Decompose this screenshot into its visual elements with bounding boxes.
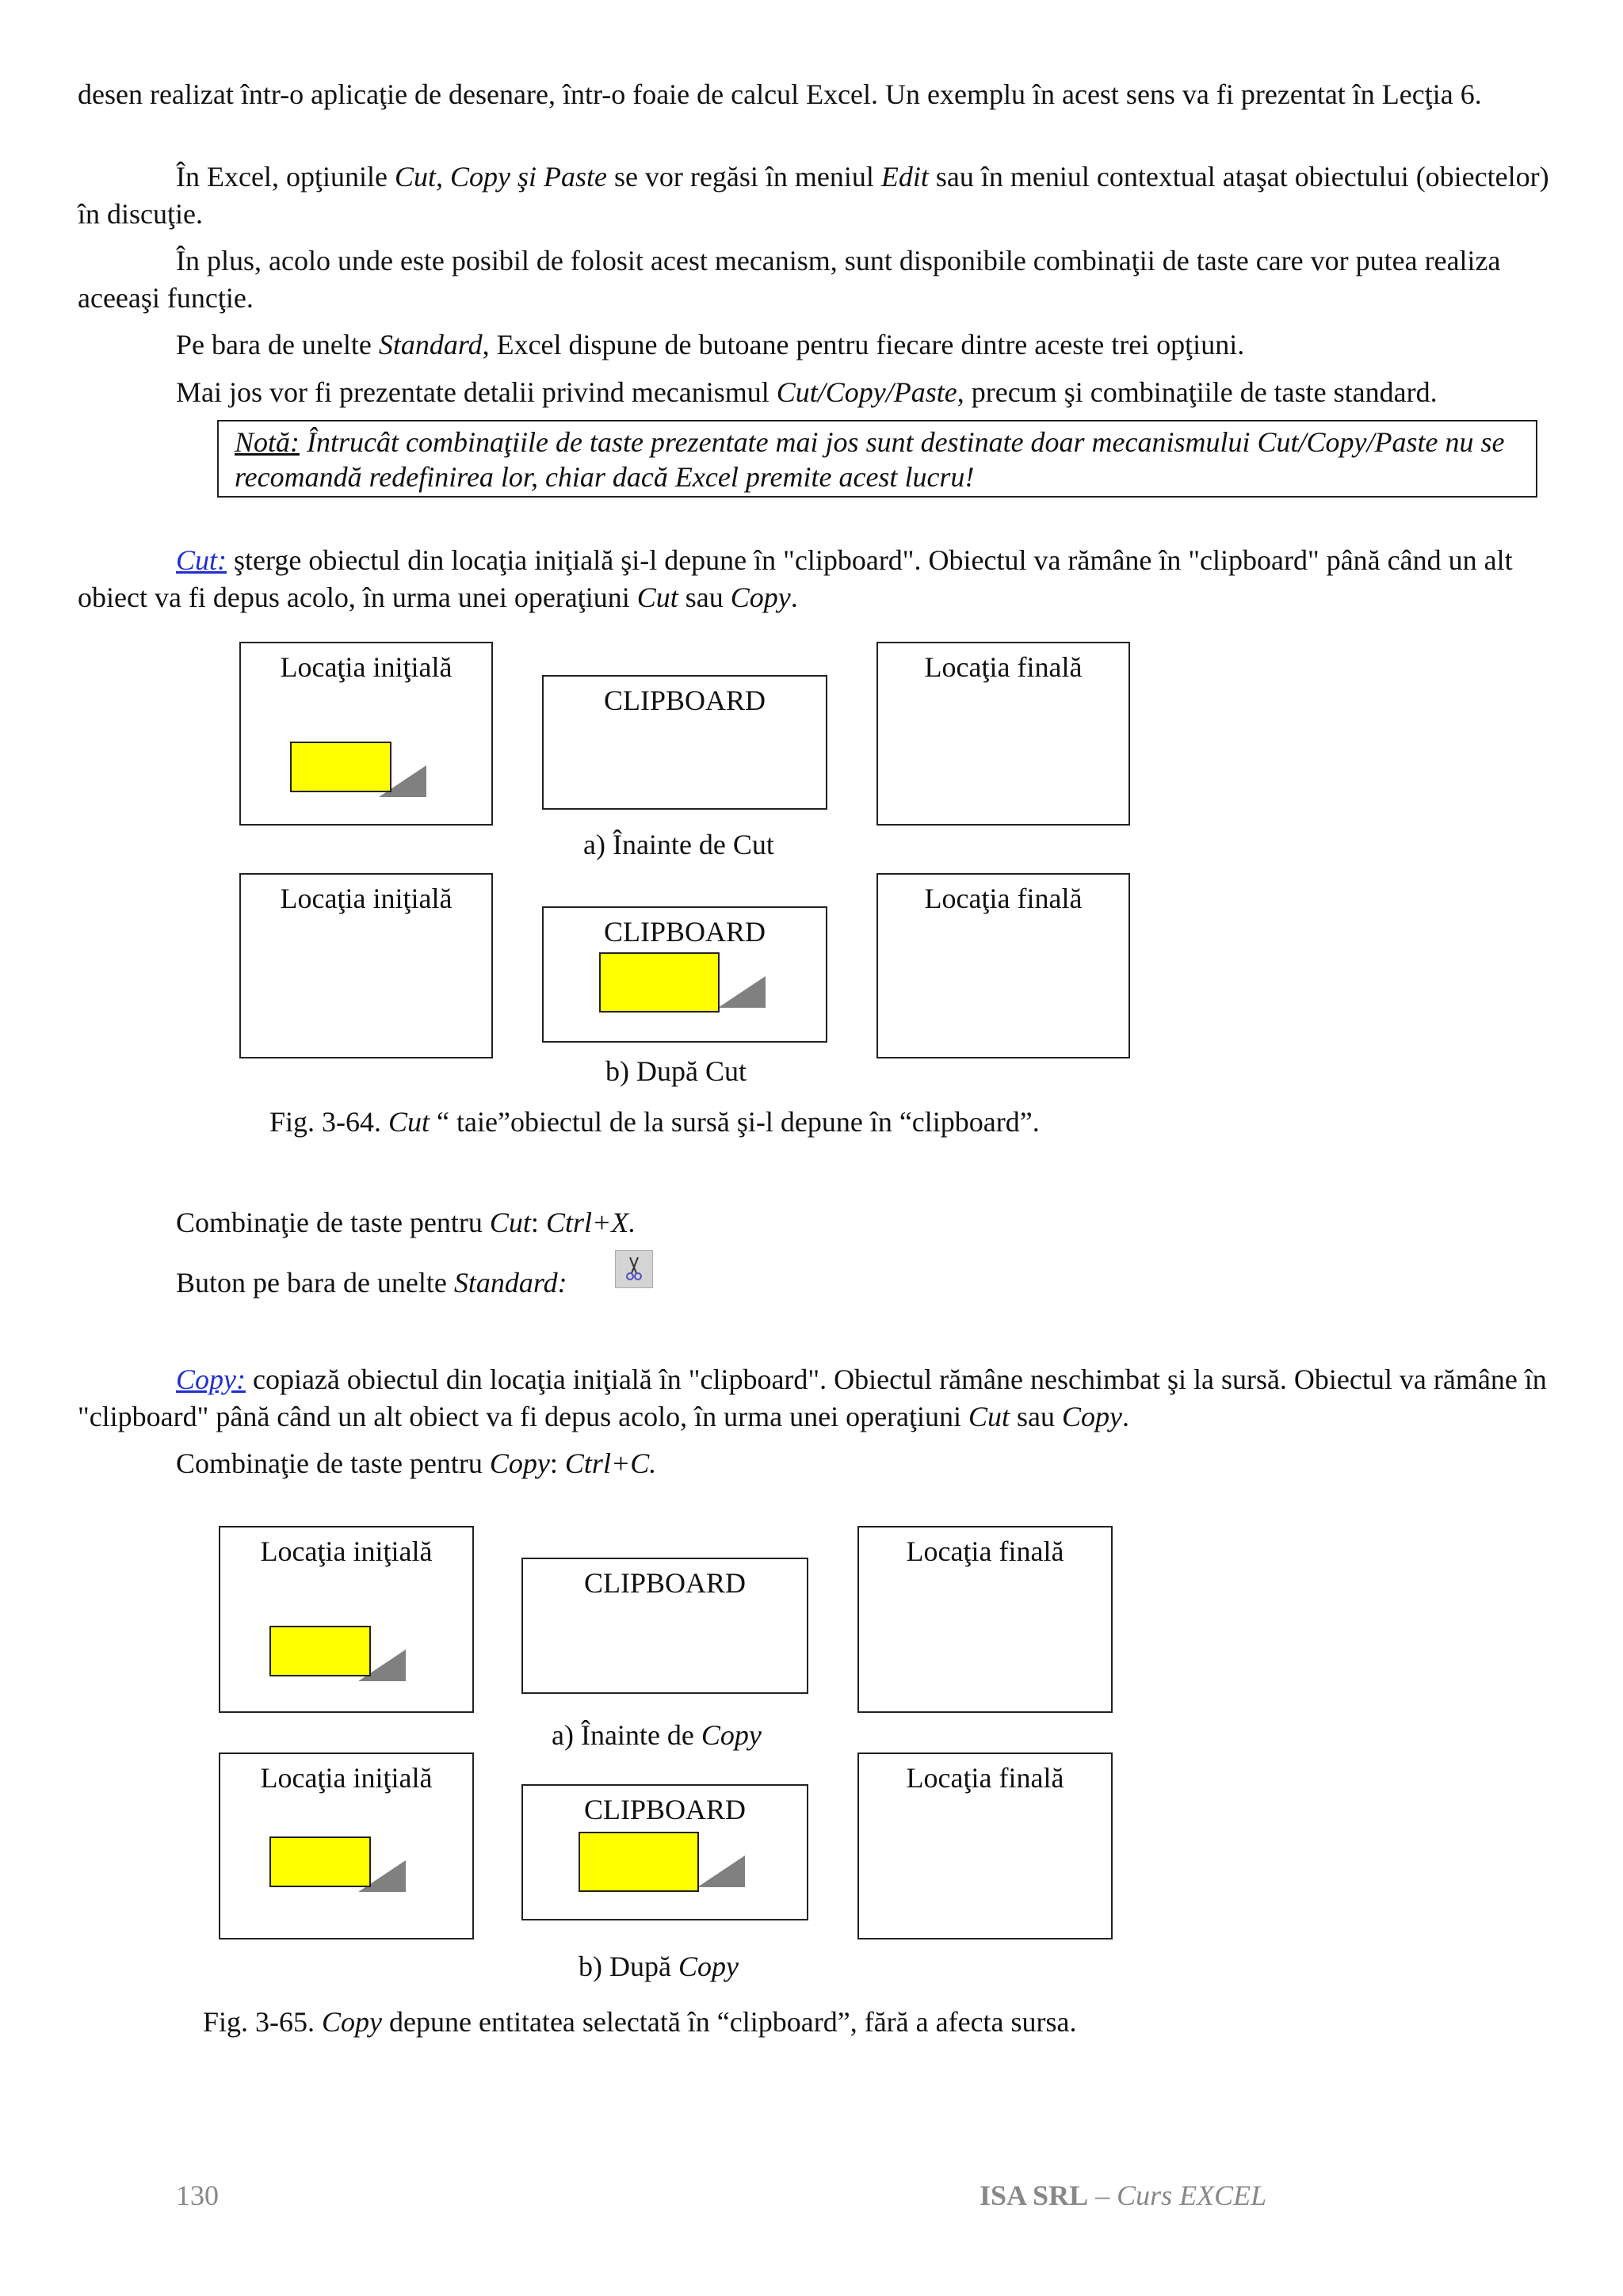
box-title: Locaţia iniţială (260, 1762, 433, 1794)
fig65-caption-a (552, 1718, 762, 1753)
text: Ctrl+C. (564, 1447, 657, 1479)
text: . (790, 582, 798, 613)
text: Fig. 3-65. (203, 2006, 323, 2038)
fig64-caption-a: a) Înainte de Cut (583, 829, 774, 860)
text-standard: Standard (378, 329, 483, 360)
moved-object (599, 952, 742, 1008)
selected-object (269, 1626, 412, 1681)
cut-toolbar-button[interactable] (615, 1250, 653, 1288)
copy-before-final-box (857, 1526, 1113, 1713)
text: a) Înainte de (552, 1719, 701, 1751)
copy-before-initial-box (219, 1526, 474, 1713)
paragraph-shortcuts: În plus, acolo unde este posibil de folosit acest mecanism, sunt disponibile combinaţii de taste care vor putea realiza aceeaşi funcţie. (78, 245, 1501, 314)
source-object (269, 1836, 412, 1892)
cut-before-initial-box (239, 642, 493, 826)
text: Copy (489, 1447, 550, 1479)
scissors-icon (616, 1251, 652, 1287)
selected-object (290, 742, 433, 797)
text: Buton pe bara de unelte (176, 1267, 454, 1299)
text: . (1122, 1401, 1130, 1432)
copy-after-initial-box (219, 1753, 474, 1939)
copy-link[interactable]: Copy: (176, 1363, 246, 1395)
copied-object (579, 1832, 721, 1887)
paragraph-intro: desen realizat într-o aplicaţie de desenare, într-o foaie de calcul Excel. Un exemplu în acest sens va fi prezentat în Lecţia 6. (78, 78, 1482, 110)
copy-before-clipboard-box (521, 1558, 808, 1694)
text: Fig. 3-64. (269, 1106, 389, 1138)
text: , Excel dispune de butoane pentru fiecare dintre aceste trei opţiuni. (482, 329, 1245, 360)
box-title: Locaţia finală (906, 1762, 1064, 1794)
text: Cut (489, 1207, 531, 1238)
text: Copy (730, 582, 791, 613)
text-edit: Edit (880, 161, 929, 193)
text: sau (678, 582, 731, 613)
box-title: Locaţia finală (924, 651, 1083, 683)
box-title: CLIPBOARD (583, 1794, 747, 1825)
copy-after-clipboard-box (521, 1784, 808, 1920)
footer-brand: ISA SRL (980, 2180, 1089, 2211)
cut-before-clipboard-box (542, 675, 827, 810)
box-title: Locaţia finală (924, 883, 1083, 914)
fig64-caption (269, 1104, 1040, 1139)
note-label: Notă: (235, 426, 300, 458)
box-title: Locaţia finală (906, 1535, 1064, 1567)
cut-shortcut (176, 1204, 1552, 1241)
text: se vor regăsi în meniul (606, 161, 881, 193)
note-text: Întrucât combinaţiile de taste prezentate mai jos sunt destinate doar mecanismului Cut/Copy/Paste nu se recomandă redefinirea lor, chiar dacă Excel premite acest lucru! (235, 426, 1505, 493)
text: Cut (636, 582, 678, 613)
text: copiază obiectul din locaţia iniţială în "clipboard". Obiectul rămâne neschimbat şi la sursă. Obiectul va rămâne în "clipboard" până când un alt obiect va fi depus acolo, în urma unei operaţiuni (78, 1363, 1547, 1432)
text: : (530, 1207, 546, 1238)
copy-after-final-box (857, 1753, 1113, 1939)
text: şterge obiectul din locaţia iniţială şi-l depune în "clipboard". Obiectul va rămâne în "clipboard" până când un alt obiect va fi depus acolo, în urma unei operaţiuni (78, 544, 1513, 613)
text: : (549, 1447, 565, 1479)
text: Cut (968, 1401, 1010, 1432)
text: Mai jos vor fi prezentate detalii privind mecanismul (176, 376, 777, 408)
text: b) După (579, 1951, 678, 1982)
text: Copy (1062, 1401, 1123, 1432)
text: Copy (678, 1951, 739, 1982)
text-cut-copy-paste: Cut, Copy şi Paste (394, 161, 607, 193)
page-number: 130 (176, 2180, 219, 2211)
box-title: CLIPBOARD (603, 916, 766, 948)
text: Copy (322, 2006, 383, 2038)
text: În Excel, opţiunile (176, 161, 395, 193)
text: Combinaţie de taste pentru (176, 1447, 490, 1479)
footer-course: Curs EXCEL (1117, 2180, 1267, 2211)
text: Cut (388, 1106, 430, 1138)
paragraph-options (78, 158, 1552, 233)
box-title: Locaţia iniţială (260, 1535, 433, 1567)
text: sau în meniul contextual ataşat obiectului (obiectelor) în discuţie. (78, 161, 1549, 230)
box-title: CLIPBOARD (603, 685, 766, 716)
box-title: Locaţia iniţială (280, 883, 453, 914)
text: Pe bara de unelte (176, 329, 379, 360)
copy-shortcut (176, 1445, 1552, 1482)
text: depune entitatea selectată în “clipboard”, fără a afecta sursa. (382, 2006, 1077, 2038)
cut-before-final-box (876, 642, 1130, 826)
fig65-caption (203, 2004, 1077, 2039)
box-title: Locaţia iniţială (280, 651, 453, 683)
text: Combinaţie de taste pentru (176, 1207, 490, 1238)
cut-toolbar-button-line (176, 1264, 1552, 1302)
fig65-caption-b (579, 1949, 739, 1984)
cut-link[interactable]: Cut: (176, 544, 227, 576)
paragraph-cut (78, 542, 1552, 616)
text: Copy (701, 1719, 762, 1751)
text: “ taie”obiectul de la sursă şi-l depune în “clipboard”. (430, 1106, 1040, 1138)
cut-after-initial-box (239, 873, 493, 1058)
paragraph-details (176, 374, 1552, 411)
text: sau (1010, 1401, 1063, 1432)
cut-after-clipboard-box (542, 906, 827, 1043)
text-mechanism: Cut/Copy/Paste (776, 376, 957, 408)
cut-after-final-box (876, 873, 1130, 1058)
text: Standard: (453, 1267, 567, 1299)
text: , precum şi combinaţiile de taste standard. (957, 376, 1438, 408)
fig64-caption-b: b) După Cut (605, 1055, 747, 1087)
running-footer (980, 2179, 1266, 2212)
box-title: CLIPBOARD (583, 1567, 747, 1599)
text: Ctrl+X. (545, 1207, 636, 1238)
note-box (217, 420, 1537, 498)
paragraph-toolbar (176, 326, 1552, 364)
paragraph-copy (78, 1361, 1552, 1436)
text: – (1088, 2180, 1117, 2211)
